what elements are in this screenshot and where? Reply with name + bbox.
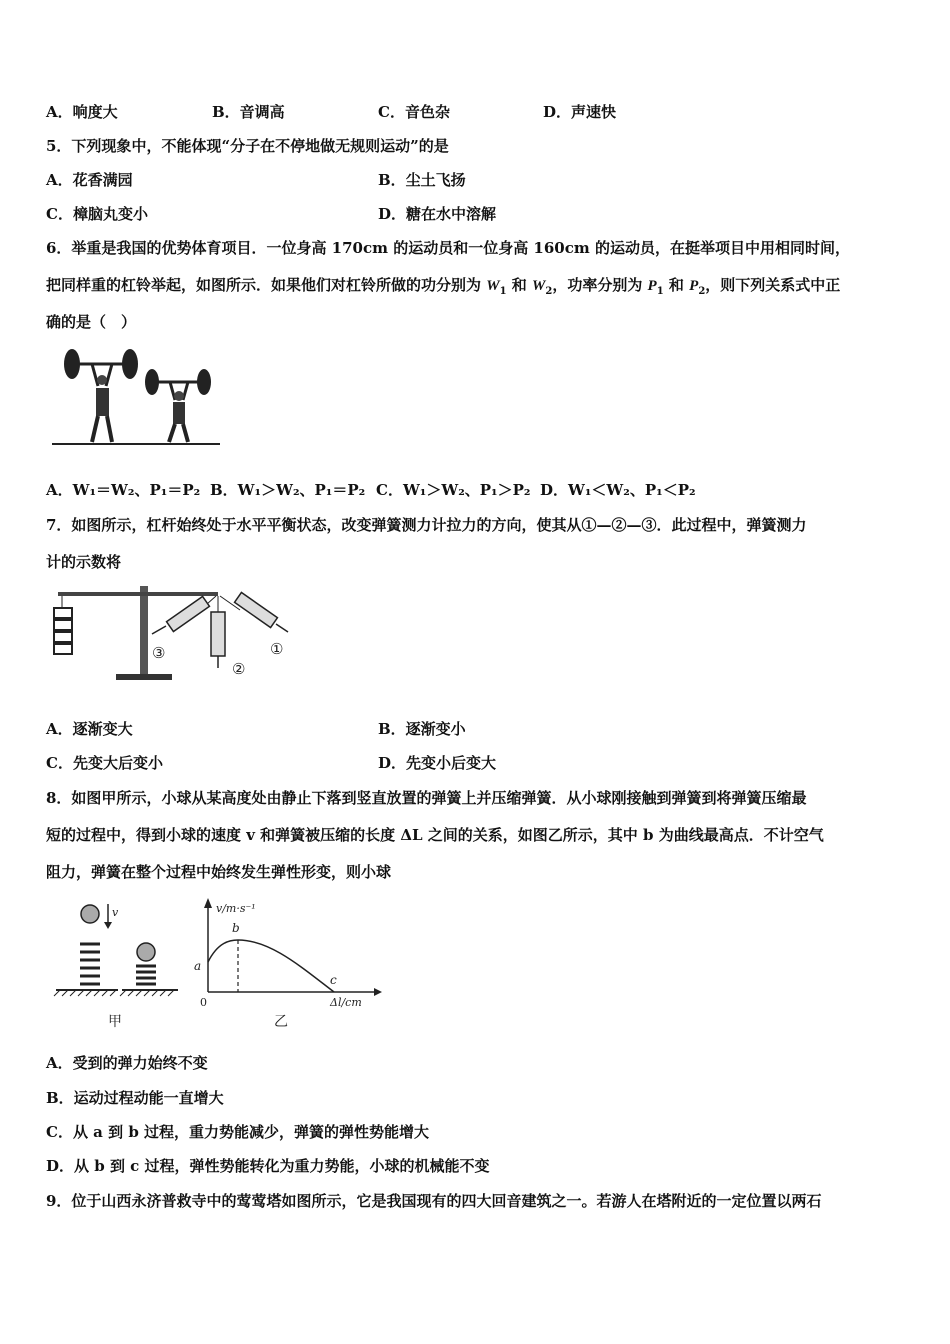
q4-option-d: D．声速快: [543, 103, 617, 121]
point-c-label: c: [330, 973, 337, 987]
point-b-label: b: [232, 921, 240, 935]
label-1: ①: [270, 640, 284, 658]
q8-option-b: B．运动过程动能一直增大: [46, 1089, 224, 1107]
label-3: ③: [152, 644, 166, 662]
lever-figure: [48, 582, 298, 684]
spring-scale-3: [152, 596, 216, 634]
q5-stem: 5．下列现象中，不能体现“分子在不停地做无规则运动”的是: [46, 137, 449, 155]
q7-option-b: B．逐渐变小: [378, 720, 466, 738]
q7-option-d: D．先变小后变大: [378, 754, 497, 772]
q6-option-a: A．W₁＝W₂、P₁＝P₂: [46, 481, 201, 499]
q4-option-c: C．音色杂: [378, 103, 450, 121]
q5-option-c: C．樟脑丸变小: [46, 205, 148, 223]
q5-option-d: D．糖在水中溶解: [378, 205, 497, 223]
q8-stem-line2: 短的过程中，得到小球的速度 v 和弹簧被压缩的长度 ΔL 之间的关系，如图乙所示，其中 b 为曲线最高点．不计空气: [46, 826, 824, 844]
q8-stem-line1: 8．如图甲所示，小球从某高度处由静止下落到竖直放置的弹簧上并压缩弹簧．从小球刚接触到弹簧到将弹簧压缩最: [46, 789, 807, 807]
label-2: ②: [232, 660, 246, 678]
q7-stem-line2: 计的示数将: [46, 553, 122, 571]
origin-label: 0: [200, 996, 207, 1009]
q8-stem-line3: 阻力，弹簧在整个过程中始终发生弹性形变，则小球: [46, 863, 392, 881]
spring-scale-1: [220, 592, 288, 632]
q5-option-b: B．尘土飞扬: [378, 171, 466, 189]
fig-label-jia: 甲: [108, 1014, 122, 1030]
q9-stem-line1: 9．位于山西永济普救寺中的莺莺塔如图所示，它是我国现有的四大回音建筑之一。若游人在塔附近的一定位置以两石: [46, 1192, 822, 1210]
point-a-label: a: [194, 959, 202, 973]
y-axis-label: v/m·s⁻¹: [216, 902, 256, 915]
q6-stem-line1: 6．举重是我国的优势体育项目．一位身高 170cm 的运动员和一位身高 160cm 的运动员，在挺举项目中用相同时间，: [46, 239, 850, 257]
q6-option-c: C．W₁＞W₂、P₁＞P₂: [376, 481, 531, 499]
velocity-graph: [190, 896, 390, 1032]
lifter-tall: [64, 349, 138, 442]
q7-stem-line1: 7．如图所示，杠杆始终处于水平平衡状态，改变弹簧测力计拉力的方向，使其从①—②—③．此过程中，弹簧测力: [46, 516, 807, 534]
q6-stem-line2: 把同样重的杠铃举起，如图所示．如果他们对杠铃所做的功分别为 $W_1$ 和 $W_2$，功率分别为 $P_1$ 和 $P_2$，则下列关系式中正: [46, 276, 841, 297]
q8-option-a: A．受到的弹力始终不变: [46, 1054, 208, 1072]
velocity-label: v: [112, 906, 119, 919]
q6-stem-line3: 确的是（ ）: [46, 313, 137, 331]
weightlifters-figure: [48, 344, 228, 450]
velocity-curve: [208, 940, 334, 992]
ball-spring-figure: [52, 896, 182, 1032]
q6-option-d: D．W₁＜W₂、P₁＜P₂: [540, 481, 696, 499]
q4-option-a: A．响度大: [46, 103, 118, 121]
lifter-short: [145, 369, 211, 442]
fig-label-yi: 乙: [274, 1014, 288, 1030]
q7-option-c: C．先变大后变小: [46, 754, 163, 772]
x-axis-label: Δl/cm: [330, 996, 362, 1009]
spring-scale-2: [211, 596, 225, 668]
q8-option-c: C．从 a 到 b 过程，重力势能减少，弹簧的弹性势能增大: [46, 1123, 430, 1141]
q4-option-b: B．音调高: [212, 103, 285, 121]
q8-option-d: D．从 b 到 c 过程，弹性势能转化为重力势能，小球的机械能不变: [46, 1157, 490, 1175]
q7-option-a: A．逐渐变大: [46, 720, 133, 738]
q6-option-b: B．W₁＞W₂、P₁＝P₂: [210, 481, 366, 499]
q5-option-a: A．花香满园: [46, 171, 133, 189]
